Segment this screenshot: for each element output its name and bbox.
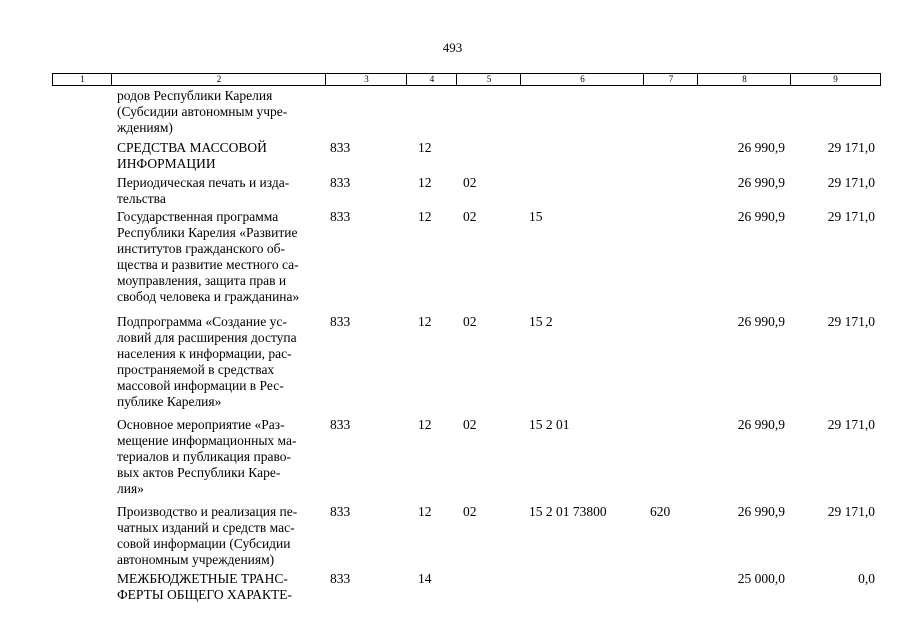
- row-col-3: 833: [330, 140, 351, 155]
- row-col-4: 14: [418, 571, 432, 586]
- row-col-4: 12: [418, 175, 432, 190]
- row-col-8: 25 000,0: [737, 571, 785, 586]
- row-description: Периодическая печать и изда- тельства: [117, 175, 290, 206]
- row-col-8: 26 990,9: [737, 209, 785, 224]
- header-col-1: 1: [52, 73, 112, 86]
- row-col-4: 12: [418, 504, 432, 519]
- row-col-3: 833: [330, 504, 351, 519]
- row-col-9: 29 171,0: [827, 140, 875, 155]
- row-description: Производство и реализация пе- чатных изданий и средств мас- совой информации (Субсидии автономным учреждениям): [117, 504, 298, 567]
- row-description: МЕЖБЮДЖЕТНЫЕ ТРАНС- ФЕРТЫ ОБЩЕГО ХАРАКТЕ-: [117, 571, 292, 602]
- header-col-3: 3: [325, 73, 407, 86]
- row-col-9: 29 171,0: [827, 417, 875, 432]
- row-col-8: 26 990,9: [737, 314, 785, 329]
- row-col-4: 12: [418, 209, 432, 224]
- row-col-6: 15: [529, 209, 543, 224]
- row-col-5: 02: [463, 417, 477, 432]
- page-number: 493: [442, 40, 463, 55]
- row-col-9: 29 171,0: [827, 175, 875, 190]
- row-col-4: 12: [418, 314, 432, 329]
- row-col-8: 26 990,9: [737, 417, 785, 432]
- header-col-2: 2: [111, 73, 326, 86]
- row-col-4: 12: [418, 140, 432, 155]
- row-col-8: 26 990,9: [737, 175, 785, 190]
- row-col-6: 15 2: [529, 314, 553, 329]
- row-col-6: 15 2 01 73800: [529, 504, 607, 519]
- row-col-7: 620: [650, 504, 671, 519]
- row-col-5: 02: [463, 209, 477, 224]
- row-col-6: 15 2 01: [529, 417, 570, 432]
- header-col-5: 5: [456, 73, 521, 86]
- row-col-5: 02: [463, 175, 477, 190]
- row-description: Подпрограмма «Создание ус- ловий для расширения доступа населения к информации, рас- пространяемой в средствах массовой информации в Рес- публике Карелия»: [117, 314, 297, 409]
- row-description: Государственная программа Республики Карелия «Развитие институтов гражданского об- щества и развитие местного са- моуправления, защита прав и свобод человека и гражданина»: [117, 209, 300, 304]
- row-col-9: 29 171,0: [827, 504, 875, 519]
- row-description: родов Республики Карелия (Субсидии автономным учре- ждениям): [117, 88, 288, 135]
- row-description: Основное мероприятие «Раз- мещение информационных ма- териалов и публикация право- вых актов Республики Каре- лия»: [117, 417, 297, 496]
- row-col-5: 02: [463, 314, 477, 329]
- row-col-8: 26 990,9: [737, 140, 785, 155]
- row-col-8: 26 990,9: [737, 504, 785, 519]
- row-col-9: 0,0: [858, 571, 875, 586]
- header-col-4: 4: [406, 73, 457, 86]
- header-col-6: 6: [520, 73, 644, 86]
- row-col-3: 833: [330, 571, 351, 586]
- row-col-3: 833: [330, 209, 351, 224]
- row-col-4: 12: [418, 417, 432, 432]
- header-col-9: 9: [790, 73, 881, 86]
- row-col-9: 29 171,0: [827, 314, 875, 329]
- row-col-5: 02: [463, 504, 477, 519]
- row-description: СРЕДСТВА МАССОВОЙ ИНФОРМАЦИИ: [117, 140, 267, 171]
- row-col-3: 833: [330, 175, 351, 190]
- header-col-7: 7: [643, 73, 698, 86]
- row-col-9: 29 171,0: [827, 209, 875, 224]
- row-col-3: 833: [330, 417, 351, 432]
- row-col-3: 833: [330, 314, 351, 329]
- header-col-8: 8: [697, 73, 791, 86]
